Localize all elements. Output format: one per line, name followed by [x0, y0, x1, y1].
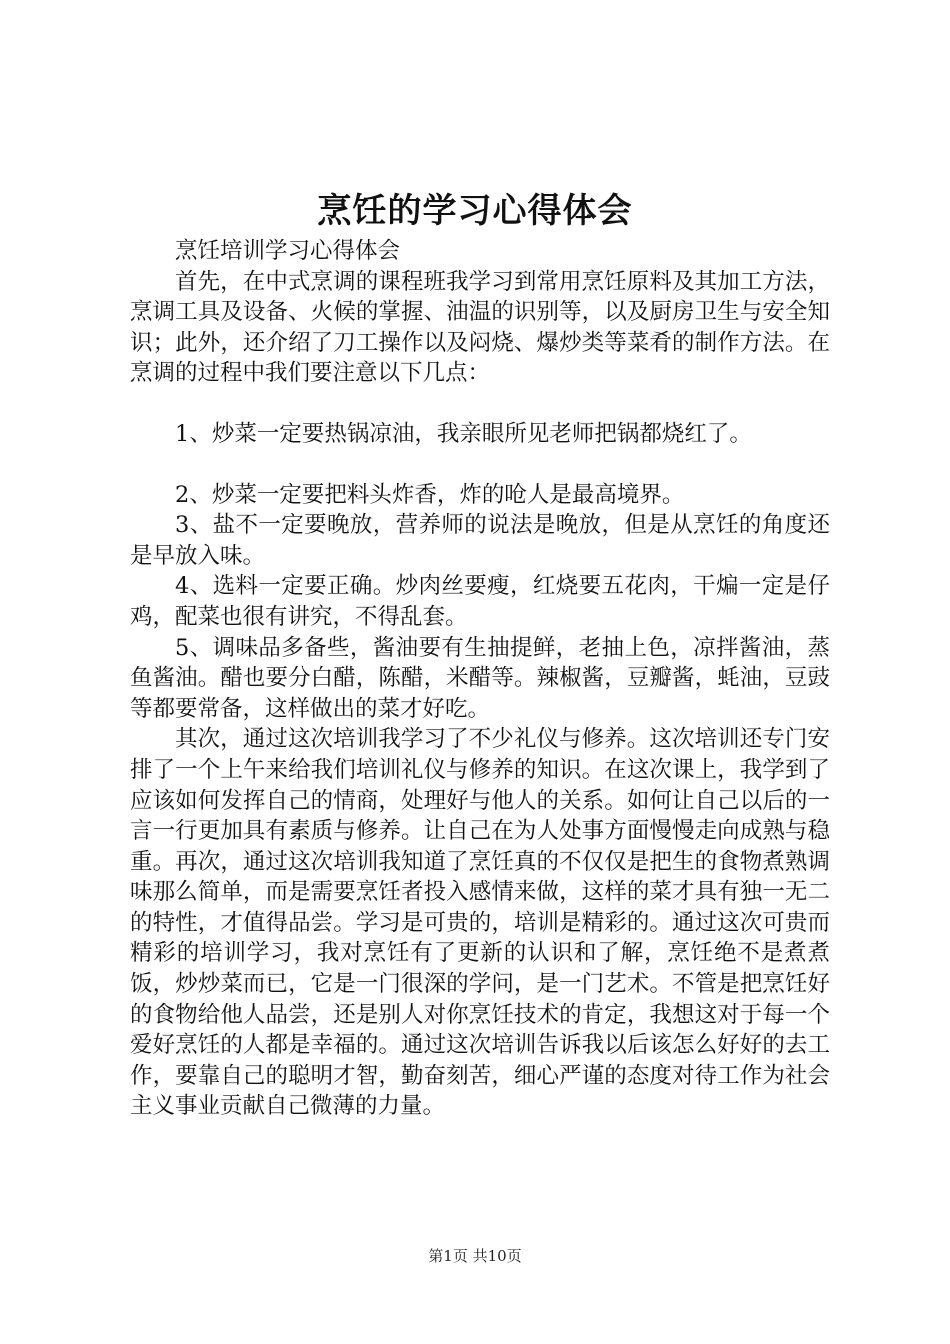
- list-item-3: 3、盐不一定要晚放，营养师的说法是晚放，但是从烹饪的角度还是早放入味。: [130, 512, 830, 569]
- body-paragraph: 首先，在中式烹调的课程班我学习到常用烹饪原料及其加工方法，烹调工具及设备、火候的掌握、油温的识别等，以及厨房卫生与安全知识；此外，还介绍了刀工操作以及闷烧、爆炒类等菜肴的制作方法。在烹调的过程中我们要注意以下几点：: [130, 268, 830, 387]
- document-body: [130, 236, 830, 1122]
- list-item-1: 1、炒菜一定要热锅凉油，我亲眼所见老师把锅都烧红了。: [175, 420, 752, 447]
- subtitle-paragraph: 烹饪培训学习心得体会: [175, 238, 401, 264]
- list-item-5: 5、调味品多备些，酱油要有生抽提鲜，老抽上色，凉拌酱油，蒸鱼酱油。醋也要分白醋，陈醋，米醋等。辣椒酱，豆瓣酱，蚝油，豆豉等都要常备，这样做出的菜才好吃。: [130, 634, 830, 722]
- document-title: 烹饪的学习心得体会: [317, 191, 633, 231]
- list-item-2: 2、炒菜一定要把料头炸香，炸的呛人是最高境界。: [175, 481, 685, 508]
- body-paragraph: 其次，通过这次培训我学习了不少礼仪与修养。这次培训还专门安排了一个上午来给我们培训礼仪与修养的知识。在这次课上，我学到了应该如何发挥自己的情商，处理好与他人的关系。如何让自己以后的一言一行更加具有素质与修养。让自己在为人处事方面慢慢走向成熟与稳重。再次，通过这次培训我知道了烹饪真的不仅仅是把生的食物煮熟调味那么简单，而是需要烹饪者投入感情来做，这样的菜才具有独一无二的特性，才值得品尝。学习是可贵的，培训是精彩的。通过这次可贵而精彩的培训学习，我对烹饪有了更新的认识和了解，烹饪绝不是煮煮饭，炒炒菜而已，它是一门很深的学问，是一门艺术。不管是把烹饪好的食物给他人品尝，还是别人对你烹饪技术的肯定，我想这对于每一个爱好烹饪的人都是幸福的。通过这次培训告诉我以后该怎么好好的去工作，要靠自己的聪明才智，勤奋刻苦，细心严谨的态度对待工作为社会主义事业贡献自己微薄的力量。: [130, 726, 830, 1120]
- page-footer: 第1页 共10页: [428, 1247, 522, 1265]
- list-item-4: 4、选料一定要正确。炒肉丝要瘦，红烧要五花肉，干煸一定是仔鸡，配菜也很有讲究，不得乱套。: [130, 573, 830, 630]
